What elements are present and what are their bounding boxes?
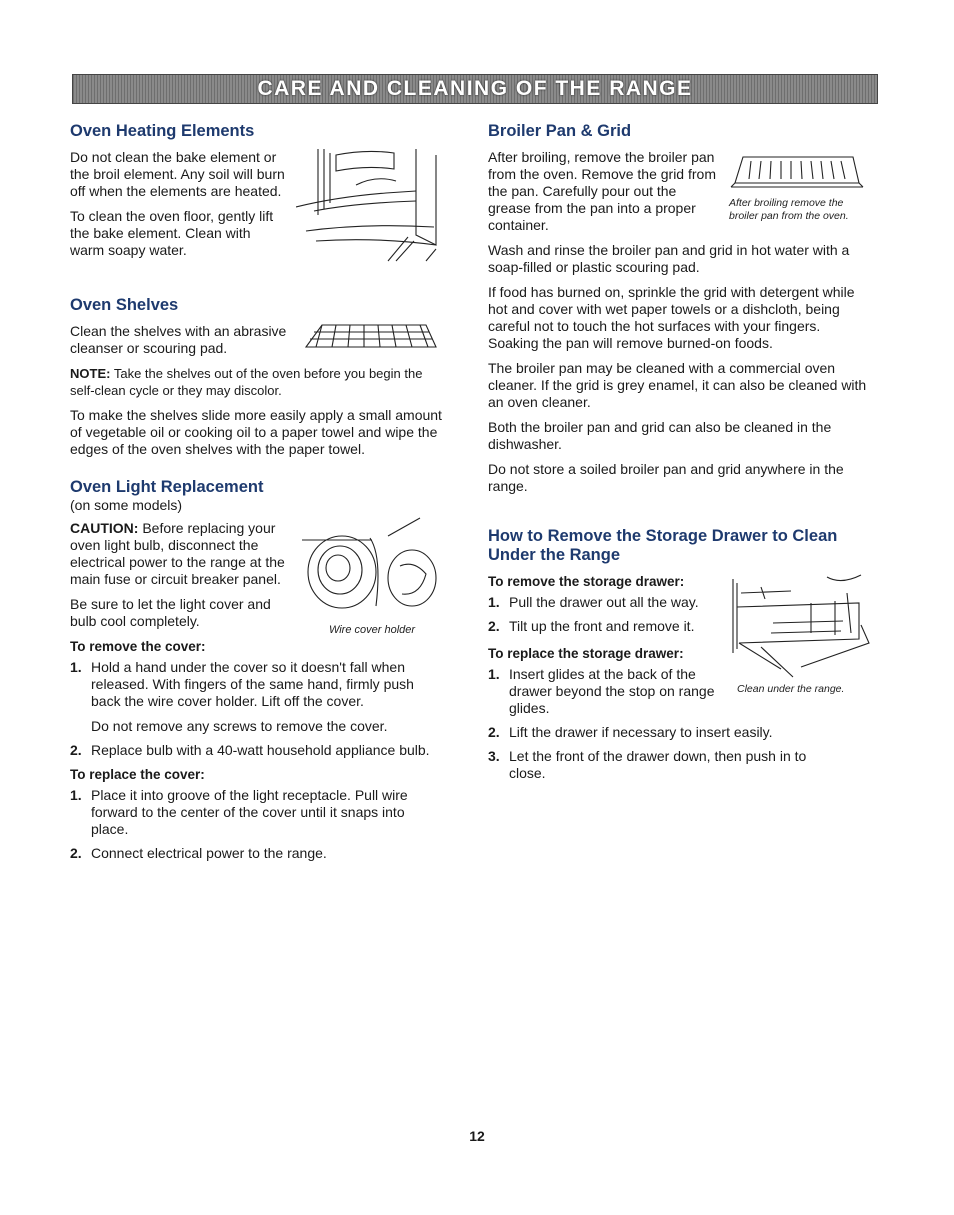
- step-text: Connect electrical power to the range.: [91, 845, 327, 861]
- section-banner: [72, 74, 878, 104]
- step-text: Replace bulb with a 40-watt household appliance bulb.: [91, 742, 430, 758]
- broiler-p6: Do not store a soiled broiler pan and grid anywhere in the range.: [488, 461, 844, 494]
- oven-shelves-heading: Oven Shelves: [70, 296, 179, 314]
- oven-shelves-p1: Clean the shelves with an abrasive cleanser or scouring pad.: [70, 323, 287, 356]
- step-text: Place it into groove of the light receptacle. Pull wire forward to the center of the cover until it snaps into place.: [91, 787, 408, 837]
- oven-heating-heading: Oven Heating Elements: [70, 122, 255, 140]
- step-number: 1.: [488, 666, 500, 682]
- caution-label: CAUTION:: [70, 520, 139, 536]
- oven-light-heading: Oven Light Replacement: [70, 478, 264, 496]
- storage-heading: How to Remove the Storage Drawer to Clean Under the Range: [488, 527, 838, 564]
- step-number: 1.: [70, 659, 82, 675]
- oven-light-p2: Be sure to let the light cover and bulb cool completely.: [70, 596, 271, 629]
- wire-cover-caption: Wire cover holder: [328, 624, 416, 636]
- step-text: Hold a hand under the cover so it doesn't fall when released. With fingers of the same hand, firmly push back the wire cover holder. Lift off the cover.: [91, 659, 414, 709]
- note-text: Take the shelves out of the oven before you begin the self-clean cycle or they may discolor.: [70, 366, 423, 398]
- remove-cover-steps: [70, 659, 442, 759]
- step-text: Tilt up the front and remove it.: [509, 618, 695, 634]
- page-number: 12: [469, 1128, 485, 1144]
- oven-light-subtitle: (on some models): [70, 497, 183, 513]
- broiler-p5: Both the broiler pan and grid can also be cleaned in the dishwasher.: [488, 419, 832, 452]
- remove-cover-heading: To remove the cover:: [70, 639, 206, 654]
- step-extra: Do not remove any screws to remove the cover.: [91, 718, 388, 734]
- list-item: [488, 666, 873, 717]
- step-number: 2.: [70, 742, 82, 758]
- step-text: Pull the drawer out all the way.: [509, 594, 699, 610]
- replace-drawer-heading: To replace the storage drawer:: [488, 646, 684, 661]
- oven-heating-p2: To clean the oven floor, gently lift the bake element. Clean with warm soapy water.: [70, 208, 274, 258]
- list-item: [488, 724, 873, 741]
- step-number: 1.: [488, 594, 500, 610]
- replace-cover-steps: [70, 787, 442, 862]
- step-number: 3.: [488, 748, 500, 764]
- oven-heating-p1: Do not clean the bake element or the broil element. Any soil will burn off when the elements are heated.: [70, 149, 285, 199]
- replace-drawer-steps: [488, 666, 873, 782]
- oven-shelves-note: [70, 365, 442, 399]
- remove-drawer-heading: To remove the storage drawer:: [488, 574, 685, 589]
- list-item: [488, 748, 809, 782]
- broiler-pan-illustration: [727, 153, 873, 223]
- list-item: [70, 742, 442, 759]
- broiler-heading: Broiler Pan & Grid: [488, 122, 632, 140]
- replace-cover-heading: To replace the cover:: [70, 767, 205, 782]
- oven-heating-section: [70, 122, 442, 290]
- heating-element-illustration: [296, 145, 442, 263]
- banner-title: CARE AND CLEANING OF THE RANGE: [257, 77, 693, 100]
- broiler-p2: Wash and rinse the broiler pan and grid in hot water with a soap-filled or plastic scouring pad.: [488, 242, 850, 275]
- list-item: [488, 618, 873, 635]
- broiler-p3: If food has burned on, sprinkle the grid with detergent while hot and cover with wet paper towels or a dishcloth, being careful not to touch the hot surfaces with your fingers. Soaking the pan will remove burned-on foods.: [488, 284, 855, 351]
- storage-drawer-section: [488, 527, 873, 782]
- list-item: [70, 659, 442, 735]
- broiler-section: [488, 122, 873, 495]
- step-number: 2.: [70, 845, 82, 861]
- broiler-p1: After broiling, remove the broiler pan from the oven. Remove the grid from the pan. Carefully pour out the grease from the pan into a proper container.: [488, 149, 716, 233]
- oven-light-section: [70, 478, 442, 862]
- step-text: Lift the drawer if necessary to insert easily.: [509, 724, 773, 740]
- list-item: [70, 787, 442, 838]
- right-column: [488, 122, 873, 789]
- step-text: Insert glides at the back of the drawer beyond the stop on range glides.: [509, 666, 715, 716]
- caution-text: Before replacing your oven light bulb, disconnect the electrical power to the range at the main fuse or circuit breaker panel.: [70, 520, 285, 587]
- oven-shelf-illustration: [302, 321, 442, 351]
- list-item: [70, 845, 442, 862]
- step-number: 2.: [488, 618, 500, 634]
- step-text: Let the front of the drawer down, then push in to close.: [509, 748, 807, 781]
- list-item: [488, 594, 873, 611]
- broiler-p4: The broiler pan may be cleaned with a commercial oven cleaner. If the grid is grey enamel, it can also be cleaned with an oven cleaner.: [488, 360, 867, 410]
- broiler-caption: After broiling remove the broiler pan from the oven.: [729, 197, 849, 222]
- oven-shelves-p2: To make the shelves slide more easily apply a small amount of vegetable oil or cooking oil to a paper towel and wipe the edges of the oven shelves with the paper towel.: [70, 407, 442, 457]
- note-label: NOTE:: [70, 366, 111, 381]
- oven-shelves-section: [70, 296, 442, 458]
- light-cover-illustration: [302, 516, 442, 634]
- step-number: 1.: [70, 787, 82, 803]
- step-number: 2.: [488, 724, 500, 740]
- storage-caption: Clean under the range.: [737, 683, 845, 695]
- left-column: [70, 122, 442, 869]
